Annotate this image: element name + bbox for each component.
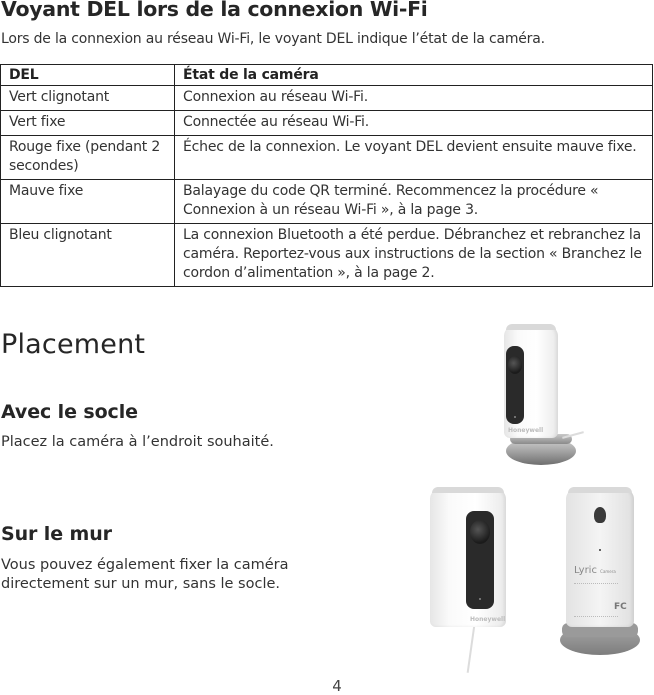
state-cell: Connectée au réseau Wi-Fi. bbox=[175, 111, 653, 136]
product-name: Lyric bbox=[574, 565, 597, 576]
camera-top-grill-icon bbox=[568, 487, 632, 493]
column-header-led: DEL bbox=[1, 65, 175, 86]
wall-text-line2: directement sur un mur, sans le socle. bbox=[1, 576, 281, 592]
column-header-state: État de la caméra bbox=[175, 65, 653, 86]
page-number: 4 bbox=[332, 677, 342, 695]
brand-logo: Honeywell bbox=[508, 427, 544, 434]
camera-top-grill-icon bbox=[506, 324, 556, 330]
status-dot-icon bbox=[599, 549, 601, 551]
table-row bbox=[1, 86, 653, 111]
led-cell: Vert fixe bbox=[1, 111, 175, 136]
table-row bbox=[1, 111, 653, 136]
lens-icon bbox=[470, 520, 490, 544]
state-cell: Connexion au réseau Wi-Fi. bbox=[175, 86, 653, 111]
lens-icon bbox=[508, 356, 522, 374]
table-header-row bbox=[1, 65, 653, 86]
led-status-table bbox=[0, 64, 653, 287]
brand-logo: Honeywell bbox=[470, 616, 506, 623]
led-section-intro: Lors de la connexion au réseau Wi-Fi, le voyant DEL indique l’état de la caméra. bbox=[1, 31, 545, 47]
state-cell: Échec de la connexion. Le voyant DEL devient ensuite mauve fixe. bbox=[175, 136, 653, 180]
stand-text: Placez la caméra à l’endroit souhaité. bbox=[1, 434, 274, 450]
wall-subtitle: Sur le mur bbox=[1, 523, 112, 545]
fcc-logo: FC bbox=[614, 602, 627, 612]
table-row bbox=[1, 136, 653, 180]
led-cell: Vert clignotant bbox=[1, 86, 175, 111]
camera-wall-front-illustration bbox=[430, 485, 520, 675]
regulatory-label bbox=[574, 583, 618, 617]
placement-title: Placement bbox=[1, 329, 146, 360]
state-cell: Balayage du code QR terminé. Recommencez la procédure « Connexion à un réseau Wi-Fi », à la page 3. bbox=[175, 180, 653, 224]
led-section-title: Voyant DEL lors de la connexion Wi-Fi bbox=[1, 0, 428, 21]
table-row bbox=[1, 180, 653, 224]
microphone-icon bbox=[514, 416, 516, 418]
led-cell: Bleu clignotant bbox=[1, 224, 175, 287]
led-cell: Mauve fixe bbox=[1, 180, 175, 224]
camera-top-grill-icon bbox=[432, 487, 504, 493]
wall-text-line1: Vous pouvez également fixer la caméra bbox=[1, 557, 289, 573]
product-logo bbox=[574, 565, 616, 576]
table-row bbox=[1, 224, 653, 287]
product-subname: Camera bbox=[600, 569, 616, 574]
microphone-icon bbox=[479, 598, 481, 600]
cable-icon bbox=[562, 431, 584, 439]
wall-mount-hole-icon bbox=[594, 507, 606, 523]
camera-on-stand-illustration bbox=[500, 322, 590, 472]
camera-back-illustration bbox=[558, 485, 648, 660]
cable-icon bbox=[467, 625, 476, 673]
stand-subtitle: Avec le socle bbox=[1, 401, 138, 423]
led-cell: Rouge fixe (pendant 2 secondes) bbox=[1, 136, 175, 180]
state-cell: La connexion Bluetooth a été perdue. Débranchez et rebranchez la caméra. Reportez-vous aux instructions de la section « Branchez le cordon d’alimentation », à la page 2. bbox=[175, 224, 653, 287]
